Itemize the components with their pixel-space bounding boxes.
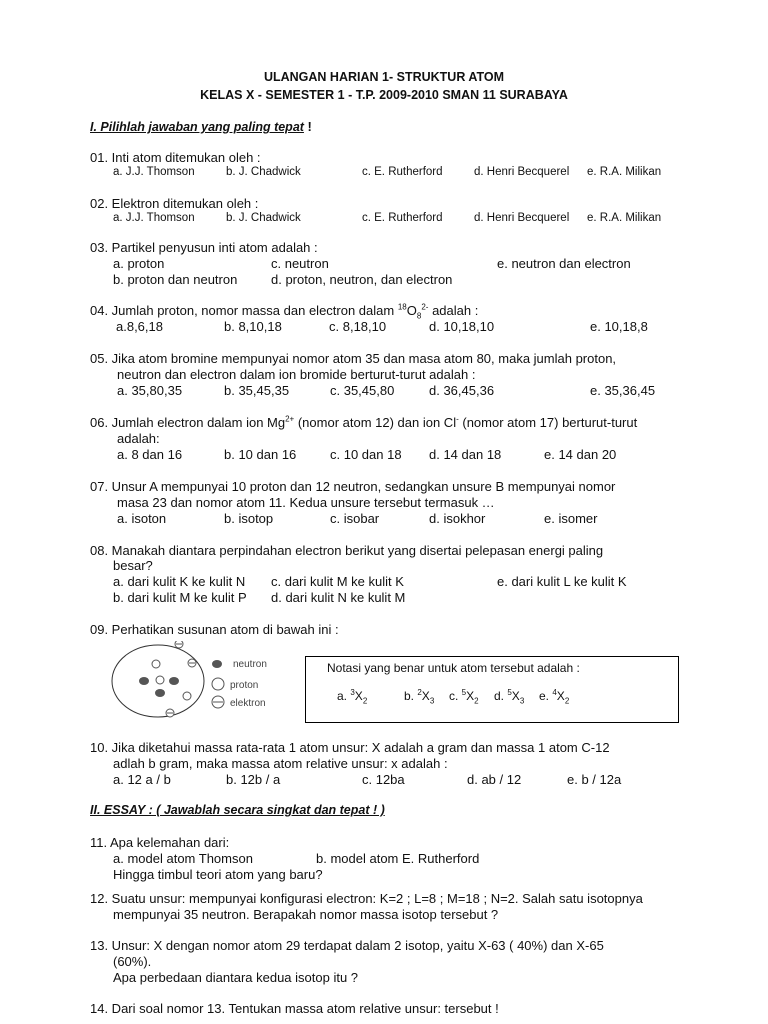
q6-option-e: e. 14 dan 20 [544,447,617,462]
q6-stem-line1 [90,415,637,430]
q3-option-a: a. proton [113,256,165,271]
q10-option-d: d. ab / 12 [467,772,522,787]
section1-heading-mark: ! [303,119,312,134]
q6-stem-pre: 06. Jumlah electron dalam ion Mg [90,415,286,430]
q4-stem-pre: 04. Jumlah proton, nomor massa dan electron dalam [90,303,398,318]
notation-option-c-symbol: X [466,689,475,703]
notation-option-c-mass: 5 [461,688,467,697]
q8-stem-line1: 08. Manakah diantara perpindahan electron berikut yang disertai pelepasan energi paling [90,543,604,558]
neutron-mark [169,677,179,685]
q4-option-b: b. 8,10,18 [224,319,282,334]
q4-atomic-number: 8 [416,311,422,321]
q2-option-a: a. J.J. Thomson [113,212,195,224]
q2-option-d: d. Henri Becquerel [474,212,570,224]
notation-option-d [494,688,525,706]
q4-ion-charge: 2- [421,302,429,312]
q8-option-e: e. dari kulit L ke kulit K [497,574,627,589]
notation-option-c [449,688,479,706]
q3-option-c: c. neutron [271,256,329,271]
q7-option-b: b. isotop [224,511,274,526]
q4-element-symbol: O [406,303,417,318]
proton-mark [152,660,160,668]
q10-option-c: c. 12ba [362,772,405,787]
q8-option-b: b. dari kulit M ke kulit P [113,590,247,605]
q6-stem-mid: (nomor atom 12) dan ion Cl [294,415,457,430]
notation-option-e-number: 2 [564,696,570,706]
q8-stem-line2: besar? [113,558,153,573]
neutron-mark [155,689,165,697]
notation-option-a-symbol: X [354,689,363,703]
legend-proton-label: proton [230,680,259,691]
notation-box-question: Notasi yang benar untuk atom tersebut adalah : [327,661,580,675]
q7-option-c: c. isobar [330,511,380,526]
q5-option-e: e. 35,36,45 [590,383,656,398]
q4-mass-number: 18 [397,302,407,312]
q4-option-e: e. 10,18,8 [590,319,648,334]
notation-option-e-mass: 4 [552,688,557,697]
q11-followup: Hingga timbul teori atom yang baru? [113,867,323,882]
q12-line1: 12. Suatu unsur: mempunyai konfigurasi electron: K=2 ; L=8 ; M=18 ; N=2. Salah satu isotopnya [90,891,643,906]
q6-option-d: d. 14 dan 18 [429,447,502,462]
q1-stem: 01. Inti atom ditemukan oleh : [90,150,261,165]
notation-option-c-label: c. [449,689,462,703]
q5-option-c: c. 35,45,80 [330,383,395,398]
notation-option-d-mass: 5 [507,688,512,697]
section2-heading: II. ESSAY : ( Jawablah secara singkat dan tepat ! ) [90,803,385,817]
q6-option-b: b. 10 dan 16 [224,447,297,462]
q5-option-a: a. 35,80,35 [117,383,183,398]
q7-stem-line1: 07. Unsur A mempunyai 10 proton dan 12 neutron, sedangkan unsure B mempunyai nomor [90,479,616,494]
notation-option-a-label: a. [337,689,351,703]
legend-electron-label: elektron [230,698,266,709]
q5-option-b: b. 35,45,35 [224,383,290,398]
q11-stem: 11. Apa kelemahan dari: [90,835,230,850]
q10-option-e: e. b / 12a [567,772,622,787]
q10-option-a: a. 12 a / b [113,772,171,787]
q7-option-a: a. isoton [117,511,167,526]
q9-stem: 09. Perhatikan susunan atom di bawah ini : [90,622,339,637]
q13-line3: Apa perbedaan diantara kedua isotop itu ? [113,970,359,985]
notation-option-e-symbol: X [556,689,565,703]
exam-subtitle: KELAS X - SEMESTER 1 - T.P. 2009-2010 SMAN 11 SURABAYA [200,88,568,102]
q6-stem-line2: adalah: [117,431,160,446]
q14-line1: 14. Dari soal nomor 13. Tentukan massa atom relative unsur: tersebut ! [90,1001,499,1016]
q7-option-e: e. isomer [544,511,598,526]
legend-neutron-label: neutron [233,659,267,670]
q13-line2: (60%). [113,954,152,969]
notation-option-e-label: e. [539,689,553,703]
q4-option-a: a.8,6,18 [116,319,163,334]
q3-option-b: b. proton dan neutron [113,272,238,287]
q3-stem: 03. Partikel penyusun inti atom adalah : [90,240,318,255]
notation-option-a-mass: 3 [350,688,355,697]
neutron-legend-icon [212,660,222,668]
q5-option-d: d. 36,45,36 [429,383,495,398]
q5-stem-line1: 05. Jika atom bromine mempunyai nomor atom 35 dan masa atom 80, maka jumlah proton, [90,351,617,366]
notation-option-b-mass: 2 [417,688,422,697]
q3-option-e: e. neutron dan electron [497,256,631,271]
exam-title: ULANGAN HARIAN 1- STRUKTUR ATOM [263,70,505,84]
q10-stem-line2: adlah b gram, maka massa atom relative unsur: x adalah : [113,756,448,771]
q6-cl-charge: - [456,414,459,424]
q2-stem: 02. Elektron ditemukan oleh : [90,196,259,211]
q1-option-a: a. J.J. Thomson [113,166,195,178]
section1-heading [90,119,312,135]
q4-stem [90,302,479,321]
neutron-mark [139,677,149,685]
q7-stem-line2: masa 23 dan nomor atom 11. Kedua unsure tersebut termasuk … [117,495,495,510]
proton-mark [183,692,191,700]
notation-option-c-number: 2 [474,696,479,706]
notation-option-a [337,688,368,706]
notation-option-d-symbol: X [511,689,520,703]
q2-option-c: c. E. Rutherford [362,212,443,224]
q8-option-d: d. dari kulit N ke kulit M [271,590,406,605]
notation-option-b-symbol: X [421,689,430,703]
q8-option-c: c. dari kulit M ke kulit K [271,574,404,589]
q6-option-c: c. 10 dan 18 [330,447,402,462]
q1-option-c: c. E. Rutherford [362,166,443,178]
q1-option-b: b. J. Chadwick [226,166,301,178]
notation-option-b [404,688,435,706]
q7-option-d: d. isokhor [429,511,486,526]
proton-mark [156,676,164,684]
q10-stem-line1: 10. Jika diketahui massa rata-rata 1 atom unsur: X adalah a gram dan massa 1 atom C-12 [90,740,610,755]
q4-option-c: c. 8,18,10 [329,319,387,334]
notation-option-a-number: 2 [362,696,368,706]
q6-stem-post: (nomor atom 17) berturut-turut [458,415,638,430]
notation-option-b-number: 3 [429,696,435,706]
q11-option-a: a. model atom Thomson [113,851,253,866]
q8-option-a: a. dari kulit K ke kulit N [113,574,246,589]
notation-option-b-label: b. [404,689,418,703]
notation-option-d-label: d. [494,689,508,703]
q13-line1: 13. Unsur: X dengan nomor atom 29 terdapat dalam 2 isotop, yaitu X-63 ( 40%) dan X-65 [90,938,604,953]
q11-option-b: b. model atom E. Rutherford [316,851,480,866]
q3-option-d: d. proton, neutron, dan electron [271,272,453,287]
q5-stem-line2: neutron dan electron dalam ion bromide berturut-turut adalah : [117,367,476,382]
proton-legend-icon [212,678,224,690]
section1-heading-text: I. Pilihlah jawaban yang paling tepat [90,120,304,134]
q12-line2: mempunyai 35 neutron. Berapakah nomor massa isotop tersebut ? [113,907,499,922]
notation-option-e [539,688,570,706]
q1-option-e: e. R.A. Milikan [587,166,662,178]
q1-option-d: d. Henri Becquerel [474,166,570,178]
q10-option-b: b. 12b / a [226,772,281,787]
q4-option-d: d. 10,18,10 [429,319,495,334]
q2-option-e: e. R.A. Milikan [587,212,662,224]
q2-option-b: b. J. Chadwick [226,212,301,224]
q6-mg-charge: 2+ [285,414,295,424]
q4-stem-post: adalah : [428,303,479,318]
notation-option-d-number: 3 [519,696,525,706]
atom-structure-figure [108,641,276,721]
q6-option-a: a. 8 dan 16 [117,447,183,462]
